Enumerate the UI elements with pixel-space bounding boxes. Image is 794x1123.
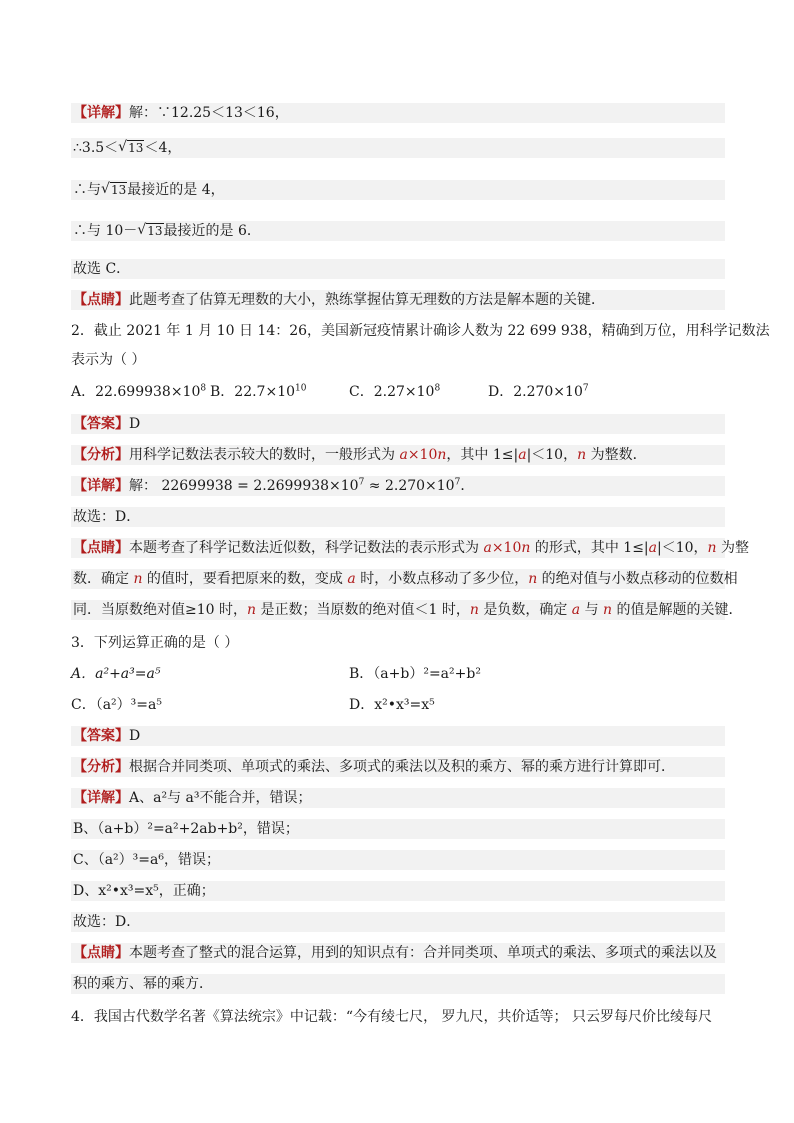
q3-detail-b-text: B、（a+b）²=a²+2ab+b²，错误； bbox=[73, 821, 299, 837]
q2-option-a-text: A．22.699938×10 bbox=[71, 384, 201, 400]
sqrt-radicand: 13 bbox=[111, 183, 127, 197]
q3-point-line-2 bbox=[71, 974, 725, 994]
q2-point-text: |＜10， bbox=[657, 540, 708, 556]
q3-detail-b bbox=[71, 819, 725, 839]
q3-detail-d bbox=[71, 881, 725, 901]
q2-point-var: a bbox=[347, 571, 356, 587]
q2-answer-value: D bbox=[129, 416, 141, 432]
q2-option-a-exp: 8 bbox=[200, 383, 207, 394]
q1-step-2 bbox=[71, 138, 725, 158]
q2-detail-text: ． bbox=[460, 478, 475, 494]
q1-step-2-post: ＜4， bbox=[144, 140, 182, 156]
q2-stem-line-2 bbox=[71, 350, 145, 370]
q3-answer-value: D bbox=[129, 728, 141, 744]
q2-analysis-text: ×10 bbox=[407, 447, 438, 463]
q3-detail-c bbox=[71, 850, 725, 870]
q2-analysis-var: a bbox=[518, 447, 527, 463]
q3-detail-c-text: C、（a²）³=a⁶，错误； bbox=[73, 852, 220, 868]
q3-stem: 3．下列运算正确的是（ ） bbox=[71, 635, 239, 651]
q2-detail bbox=[71, 476, 725, 496]
q3-option-a: A．a²+a³=a⁵ bbox=[71, 666, 161, 682]
q2-analysis-var: n bbox=[577, 447, 587, 463]
q2-detail-exp: 7 bbox=[358, 477, 365, 488]
q2-point-text: 是正数；当原数的绝对值＜1 时， bbox=[256, 602, 470, 618]
q3-point-text: 本题考查了整式的混合运算，用到的知识点有：合并同类项、单项式的乘法、多项式的乘法以及 bbox=[129, 945, 717, 961]
sqrt-radicand: 13 bbox=[128, 141, 144, 155]
q1-step-4-post: 最接近的是 6． bbox=[163, 223, 261, 239]
q2-point-line-1 bbox=[71, 538, 750, 558]
q2-option-a bbox=[71, 382, 206, 402]
q2-point-text: 是负数，确定 bbox=[478, 602, 572, 618]
q3-detail-a bbox=[71, 788, 725, 808]
q2-point-text: ×10 bbox=[491, 540, 522, 556]
detail-tag: 【详解】 bbox=[73, 105, 129, 121]
q2-choose-text: 故选：D． bbox=[73, 509, 141, 525]
q1-choose-text: 故选 C． bbox=[73, 261, 131, 277]
q3-analysis-text: 根据合并同类项、单项式的乘法、多项式的乘法以及积的乘方、幂的乘方进行计算即可． bbox=[129, 759, 675, 775]
q1-step-3-pre: ∴与 bbox=[73, 182, 101, 198]
q2-option-d-exp: 7 bbox=[582, 383, 589, 394]
q2-point-var: n bbox=[603, 602, 613, 618]
q3-analysis bbox=[71, 757, 725, 777]
sqrt-radicand: 13 bbox=[147, 224, 163, 238]
q2-option-b-exp: 10 bbox=[295, 383, 307, 394]
q1-step-4-pre: ∴与 10－ bbox=[73, 223, 138, 239]
q1-detail-line bbox=[71, 103, 725, 123]
q1-point-text: 此题考查了估算无理数的大小，熟练掌握估算无理数的方法是解本题的关键． bbox=[129, 292, 605, 308]
q2-stem-2: 表示为（ ） bbox=[71, 352, 146, 368]
q2-option-b bbox=[210, 382, 306, 402]
q4-stem-line bbox=[71, 1007, 712, 1027]
q2-point-var: n bbox=[521, 540, 531, 556]
q1-step-3 bbox=[71, 180, 725, 200]
q2-analysis-var: n bbox=[437, 447, 447, 463]
q2-point-text: 的值是解题的关键． bbox=[612, 602, 743, 618]
q2-analysis-var: a bbox=[399, 447, 408, 463]
q2-choose bbox=[71, 507, 725, 527]
q2-detail-exp: 7 bbox=[454, 477, 461, 488]
q2-option-c-text: C．2.27×10 bbox=[349, 384, 435, 400]
q3-option-c: C．（a²）³=a⁵ bbox=[71, 697, 162, 713]
q2-stem-1: 2．截止 2021 年 1 月 10 日 14：26，美国新冠疫情累计确诊人数为 22 699 938，精确到万位，用科学记数法 bbox=[71, 323, 770, 339]
q2-point-var: a bbox=[571, 602, 581, 618]
q4-stem: 4．我国古代数学名著《算法统宗》中记载：“今有绫七尺， 罗九尺，共价适等； 只云罗每尺价比绫每尺 bbox=[71, 1009, 712, 1025]
q1-detail-text: 解：∵12.25＜13＜16， bbox=[129, 105, 289, 121]
q2-point-var: n bbox=[133, 571, 143, 587]
q3-detail-a-text: A、a²与 a³不能合并，错误； bbox=[129, 790, 312, 806]
q2-point-line-3 bbox=[71, 600, 743, 620]
point-tag: 【点睛】 bbox=[73, 292, 129, 308]
q2-point-text: 的值时，要看把原来的数，变成 bbox=[142, 571, 348, 587]
q2-point-var: a bbox=[648, 540, 658, 556]
analysis-tag: 【分析】 bbox=[73, 759, 129, 775]
detail-tag: 【详解】 bbox=[73, 478, 129, 494]
q2-point-text: 同．当原数绝对值≥10 时， bbox=[73, 602, 247, 618]
q3-detail-d-text: D、x²•x³=x⁵，正确； bbox=[73, 883, 215, 899]
q2-point-var: a bbox=[483, 540, 492, 556]
q3-choose bbox=[71, 912, 725, 932]
q2-point-text: 数．确定 bbox=[73, 571, 134, 587]
q1-choose bbox=[71, 259, 725, 279]
q2-stem-line-1 bbox=[71, 321, 770, 341]
q2-option-d bbox=[488, 382, 589, 402]
q3-option-d: D．x²•x³=x⁵ bbox=[349, 697, 435, 713]
q1-step-3-post: 最接近的是 4， bbox=[127, 182, 225, 198]
q2-point-var: n bbox=[707, 540, 717, 556]
detail-tag: 【详解】 bbox=[73, 790, 129, 806]
q2-analysis-text: 用科学记数法表示较大的数时，一般形式为 bbox=[129, 447, 400, 463]
q3-point-text: 积的乘方、幂的乘方． bbox=[73, 976, 213, 992]
q3-stem-line bbox=[71, 633, 238, 653]
q1-step-2-pre: ∴3.5＜ bbox=[73, 140, 119, 156]
q3-answer bbox=[71, 726, 725, 746]
q2-option-b-text: B．22.7×10 bbox=[210, 384, 296, 400]
q2-point-text: 与 bbox=[580, 602, 604, 618]
answer-tag: 【答案】 bbox=[73, 728, 129, 744]
q2-point-var: n bbox=[528, 571, 538, 587]
q2-point-text: 为整 bbox=[716, 540, 750, 556]
q2-option-c-exp: 8 bbox=[434, 383, 441, 394]
answer-tag: 【答案】 bbox=[73, 416, 129, 432]
point-tag: 【点睛】 bbox=[73, 540, 129, 556]
q2-point-var: n bbox=[469, 602, 479, 618]
q3-choose-text: 故选：D． bbox=[73, 914, 141, 930]
q2-detail-text: ≈ 2.270×10 bbox=[364, 478, 455, 494]
q1-step-4 bbox=[71, 221, 725, 241]
q2-point-var: n bbox=[247, 602, 257, 618]
q2-analysis-text: ，其中 1≤| bbox=[446, 447, 519, 463]
q1-point bbox=[71, 290, 725, 310]
q2-option-c bbox=[349, 382, 440, 402]
q2-point-text: 时，小数点移动了多少位， bbox=[355, 571, 529, 587]
q2-analysis bbox=[71, 445, 725, 465]
q2-detail-text: 解： 22699938 = 2.2699938×10 bbox=[129, 478, 359, 494]
point-tag: 【点睛】 bbox=[73, 945, 129, 961]
q2-option-d-text: D．2.270×10 bbox=[488, 384, 583, 400]
sqrt-symbol bbox=[101, 180, 127, 200]
q2-point-text: 的绝对值与小数点移动的位数相 bbox=[537, 571, 738, 587]
q2-point-text: 的形式，其中 1≤| bbox=[530, 540, 649, 556]
sqrt-symbol bbox=[137, 221, 163, 241]
q2-analysis-text: |＜10， bbox=[526, 447, 578, 463]
q2-point-text: 本题考查了科学记数法近似数，科学记数法的表示形式为 bbox=[129, 540, 484, 556]
q2-point-line-2 bbox=[71, 569, 738, 589]
q3-option-b: B．（a+b）²=a²+b² bbox=[349, 666, 481, 682]
analysis-tag: 【分析】 bbox=[73, 447, 129, 463]
q3-point-line-1 bbox=[71, 943, 725, 963]
q2-analysis-text: 为整数． bbox=[586, 447, 647, 463]
q2-answer bbox=[71, 414, 725, 434]
sqrt-symbol bbox=[118, 138, 144, 158]
